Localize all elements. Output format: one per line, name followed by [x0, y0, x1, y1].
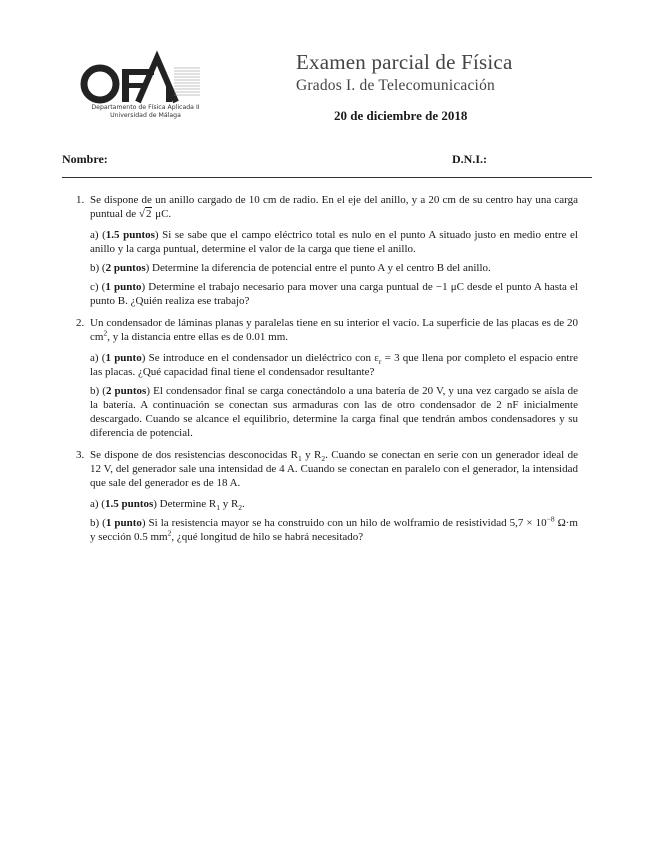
- exam-date: 20 de diciembre de 2018: [334, 108, 468, 123]
- question-part-a: a) (1.5 puntos) Si se sabe que el campo eléctrico total es nulo en el punto A situado justo en medio entre el anillo y la carga puntual, determine el valor de la carga que tiene el anillo.: [90, 229, 578, 255]
- name-label: Nombre:: [62, 152, 108, 166]
- exam-title: Examen parcial de Física: [296, 50, 513, 74]
- exam-subtitle: Grados I. de Telecomunicación: [296, 77, 495, 94]
- institution-line-2: Universidad de Málaga: [110, 112, 181, 119]
- sqrt-symbol: √2: [138, 208, 152, 220]
- id-label: D.N.I.:: [452, 152, 487, 166]
- question-part-a: a) (1 punto) Se introduce en el condensador un dieléctrico con $\varepsilon_r = 3$ que llena por completo el espacio entre las placas. ¿Qué capacidad final tiene el condensador resultante?: [90, 352, 578, 378]
- question-1: [62, 193, 578, 308]
- question-intro: Se dispone de dos resistencias desconocidas $R_1$ y $R_2$. Cuando se conectan en serie con un generador ideal de 12 V, del generador sale una intensidad de 4 A. Cuando se conectan en paralelo con el generador, la intensidad que sale del generador es de 18 A.: [90, 449, 578, 489]
- question-part-b: b) (1 punto) Si la resistencia mayor se ha construido con un hilo de wolframio de resistividad $5,7 \times 10^{-8}$ Ω·m y sección 0.5 $mm^2$, ¿qué longitud de hilo se habrá necesitado?: [90, 514, 578, 543]
- question-3: [62, 448, 578, 544]
- question-2: [62, 316, 578, 440]
- logo-letter-a: [138, 58, 176, 102]
- questions-section: [62, 193, 578, 552]
- question-number: 3.: [76, 449, 85, 461]
- question-part-c: c) (1 punto) Determine el trabajo necesario para mover una carga puntual de −1 μC desde el punto A hasta el punto B. ¿Quién realiza ese trabajo?: [90, 281, 578, 307]
- institution-line-1: Departamento de Física Aplicada II: [91, 104, 200, 111]
- logo-caption: [78, 104, 213, 120]
- question-part-b: b) (2 puntos) El condensador final se carga conectándolo a una batería de 20 V, y una vez cargado se aísla de la batería. A continuación se conectan sus armaduras con las de otro condensador de 2 nF inicialmente descargado. Cuando se alcance el equilibrio, determine la carga final que tendrán ambos condensadores y su diferencia de potencial.: [90, 385, 579, 439]
- question-number: 2.: [76, 317, 85, 329]
- question-intro: Un condensador de láminas planas y paralelas tiene en su interior el vacío. La superficie de las placas es de 20 $cm^2$, y la distancia entre ellas es de 0.01 mm.: [90, 317, 578, 343]
- question-part-b: b) (2 puntos) Determine la diferencia de potencial entre el punto A y el centro B del anillo.: [90, 262, 491, 274]
- header-divider: [62, 177, 592, 178]
- question-intro: Se dispone de un anillo cargado de 10 cm de radio. En el eje del anillo, y a 20 cm de su centro hay una carga puntual de √2 μC.: [90, 194, 578, 220]
- question-part-a: a) (1.5 puntos) Determine $R_1$ y $R_2$.: [90, 498, 245, 513]
- logo-letter-o: [84, 68, 116, 100]
- question-number: 1.: [76, 194, 85, 206]
